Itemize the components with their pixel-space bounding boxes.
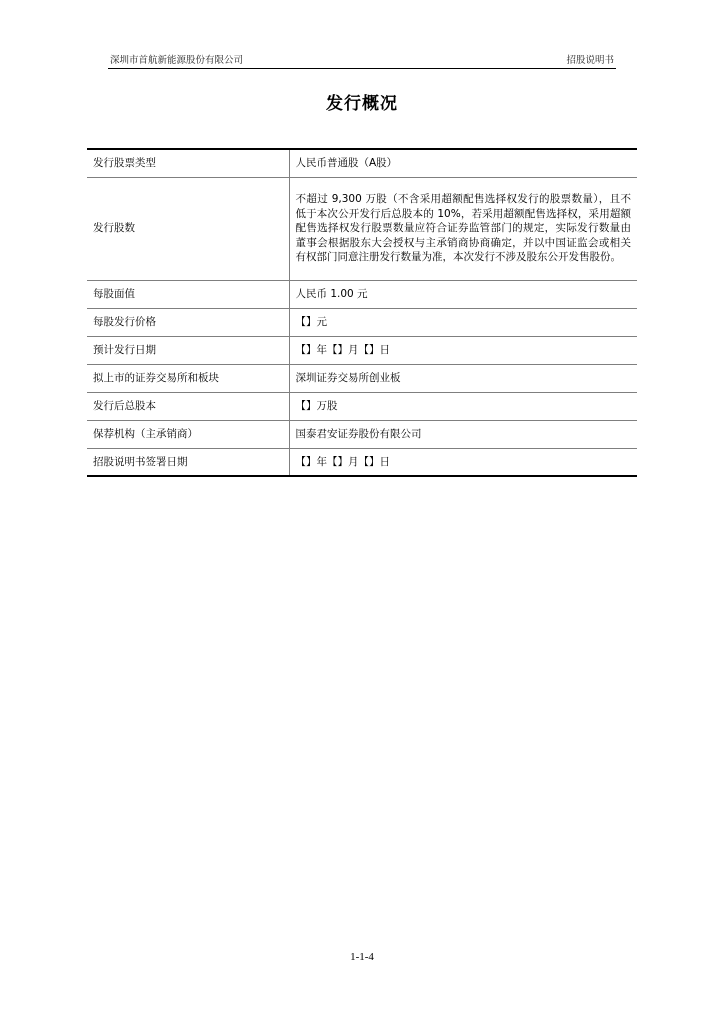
row-label: 招股说明书签署日期 — [87, 448, 289, 476]
row-value: 深圳证券交易所创业板 — [295, 372, 401, 384]
row-label: 发行后总股本 — [87, 392, 289, 420]
row-value: 【】万股 — [295, 400, 338, 412]
table-row-par-value — [87, 280, 637, 308]
row-value: 【】年【】月【】日 — [295, 344, 390, 356]
row-value: 【】年【】月【】日 — [295, 455, 390, 468]
row-label: 拟上市的证券交易所和板块 — [87, 364, 289, 392]
table-row-issue-date — [87, 336, 637, 364]
header-company-name: 深圳市首航新能源股份有限公司 — [110, 55, 244, 66]
row-label: 每股面值 — [87, 280, 289, 308]
table-row-share-count — [87, 177, 637, 280]
row-label: 保荐机构（主承销商） — [87, 420, 289, 448]
page-number: 1-1-4 — [350, 951, 374, 963]
table-row-exchange-board — [87, 364, 637, 392]
row-label: 每股发行价格 — [87, 308, 289, 336]
table-row-signing-date — [87, 448, 637, 476]
row-value: 【】元 — [295, 316, 327, 328]
table-row-issue-price — [87, 308, 637, 336]
row-label: 发行股数 — [87, 177, 289, 280]
row-label: 预计发行日期 — [87, 336, 289, 364]
table-row-stock-type — [87, 149, 637, 177]
row-value: 人民币 1.00 元 — [295, 288, 368, 300]
page-title: 发行概况 — [326, 94, 398, 114]
table-row-sponsor — [87, 420, 637, 448]
row-value: 人民币普通股（A股） — [295, 157, 398, 170]
offering-summary-table — [87, 148, 637, 477]
header-document-type: 招股说明书 — [566, 55, 614, 66]
table-row-total-shares — [87, 392, 637, 420]
row-value: 不超过 9,300 万股（不含采用超额配售选择权发行的股票数量），且不低于本次公开发行后总股本的 10%，若采用超额配售选择权，采用超额配售选择权发行股票数量应符合证券监管部门的规定，实际发行数量由董事会根据股东大会授权与主承销商协商确定，并以中国证监会或相关有权部门同意注册发行数量为准，本次发行不涉及股东公开发售股份。 — [295, 193, 631, 264]
row-label: 发行股票类型 — [87, 149, 289, 177]
page-header — [108, 52, 616, 69]
row-value: 国泰君安证券股份有限公司 — [295, 428, 422, 440]
